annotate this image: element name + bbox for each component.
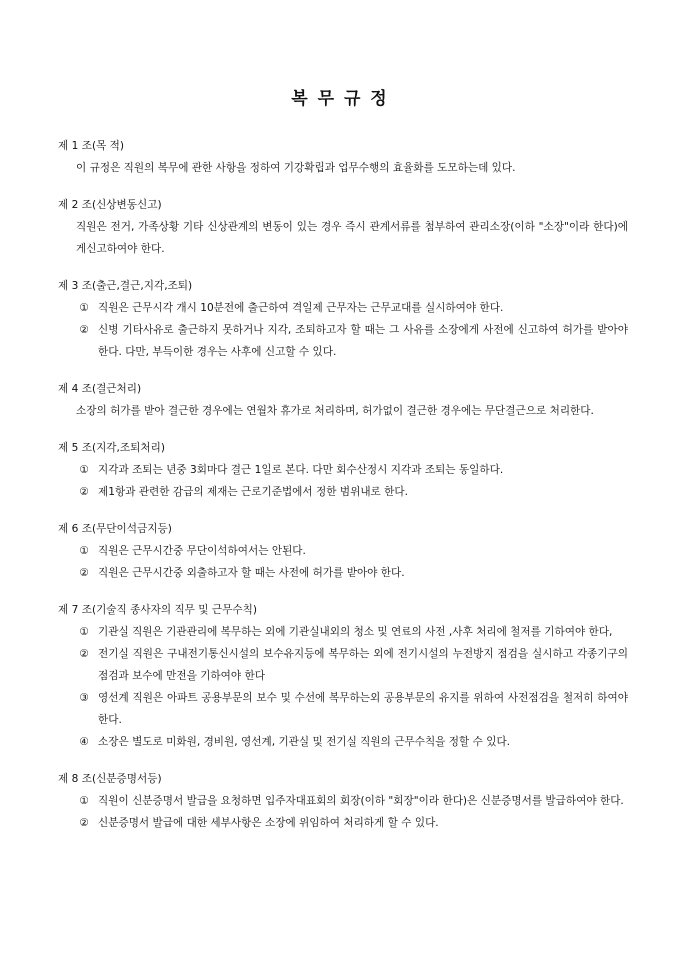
clause-item (58, 540, 628, 562)
clause-text: 전기실 직원은 구내전기통신시설의 보수유지등에 복무하는 외에 전기시설의 누전방지 점검을 실시하고 각종기구의 점검과 보수에 만전을 기하여야 한다 (98, 648, 628, 682)
clause-item (58, 687, 628, 731)
article-1 (58, 135, 628, 179)
article-text: 직원은 전거, 가족상황 기타 신상관계의 변동이 있는 경우 즉시 관계서류를 첨부하여 관리소장(이하 "소장"이라 한다)에게신고하여야 한다. (76, 221, 628, 255)
clause-number: ① (79, 626, 89, 638)
article-heading: 제 5 조(지각,조퇴처리) (58, 442, 165, 454)
clause-text: 직원은 근무시각 개시 10분전에 출근하여 격일제 근무자는 근무교대를 실시하여야 한다. (98, 302, 504, 314)
article-heading: 제 4 조(결근처리) (58, 383, 142, 395)
article-6 (58, 518, 628, 584)
article-heading: 제 1 조(목 적) (58, 140, 125, 152)
clause-text: 소장은 별도로 미화원, 경비원, 영선계, 기관실 및 전기실 직원의 근무수칙을 정할 수 있다. (98, 736, 511, 748)
clause-item (58, 790, 628, 812)
clause-number: ② (79, 817, 89, 829)
clause-item (58, 812, 628, 834)
clause-number: ① (79, 795, 89, 807)
article-heading: 제 7 조(기술직 종사자의 직무 및 근무수칙) (58, 604, 257, 616)
clause-text: 직원은 근무시간중 외출하고자 할 때는 사전에 허가를 받아야 한다. (98, 567, 405, 579)
article-5 (58, 437, 628, 503)
clause-number: ② (79, 486, 89, 498)
clause-number: ① (79, 302, 89, 314)
clause-item (58, 562, 628, 584)
clause-number: ① (79, 545, 89, 557)
article-7 (58, 599, 628, 753)
article-heading: 제 6 조(무단이석금지등) (58, 523, 172, 535)
article-heading: 제 3 조(출근,결근,지각,조퇴) (58, 280, 193, 292)
clause-number: ② (79, 648, 89, 660)
clause-number: ④ (79, 736, 89, 748)
article-text: 이 규정은 직원의 복무에 관한 사항을 정하여 기강확립과 업무수행의 효율화를 도모하는데 있다. (76, 162, 516, 174)
clause-text: 신분증명서 발급에 대한 세부사항은 소장에 위임하여 처리하게 할 수 있다. (98, 817, 439, 829)
clause-item (58, 621, 628, 643)
clause-text: 지각과 조퇴는 년중 3회마다 결근 1일로 본다. 다만 회수산정시 지각과 조퇴는 동일하다. (98, 464, 504, 476)
clause-number: ② (79, 567, 89, 579)
article-4 (58, 378, 628, 422)
document-title: 복 무 규 정 (291, 89, 389, 109)
clause-number: ① (79, 464, 89, 476)
clause-item (58, 459, 628, 481)
clause-text: 직원은 근무시간중 무단이석하여서는 안된다. (98, 545, 306, 557)
clause-number: ③ (79, 692, 89, 704)
clause-text: 영선계 직원은 아파트 공용부문의 보수 및 수선에 복무하는외 공용부문의 유지를 위하여 사전점검을 철저히 하여야 한다. (98, 692, 628, 726)
article-3 (58, 275, 628, 363)
article-heading: 제 2 조(신상변동신고) (58, 199, 162, 211)
clause-item (58, 319, 628, 363)
clause-text: 제1항과 관련한 감급의 제재는 근로기준법에서 정한 범위내로 한다. (98, 486, 408, 498)
clause-item (58, 297, 628, 319)
clause-item (58, 643, 628, 687)
clause-item (58, 731, 628, 753)
article-2 (58, 194, 628, 260)
article-8 (58, 768, 628, 834)
article-heading: 제 8 조(신분증명서등) (58, 773, 162, 785)
document-body (58, 135, 628, 849)
clause-text: 직원이 신분증명서 발급을 요청하면 입주자대표회의 회장(이하 "회장"이라 한다)은 신분증명서를 발급하여야 한다. (98, 795, 624, 807)
clause-item (58, 481, 628, 503)
clause-text: 기관실 직원은 기관관리에 복무하는 외에 기관실내외의 청소 및 연료의 사전 ,사후 처리에 철저를 기하여야 한다, (98, 626, 613, 638)
clause-text: 신병 기타사유로 출근하지 못하거나 지각, 조퇴하고자 할 때는 그 사유를 소장에게 사전에 신고하여 허가를 받아야 한다. 다만, 부득이한 경우는 사후에 신고할 수 있다. (98, 324, 628, 358)
article-text: 소장의 허가를 받아 결근한 경우에는 연월차 휴가로 처리하며, 허가없이 결근한 경우에는 무단결근으로 처리한다. (76, 405, 594, 417)
clause-number: ② (79, 324, 89, 336)
